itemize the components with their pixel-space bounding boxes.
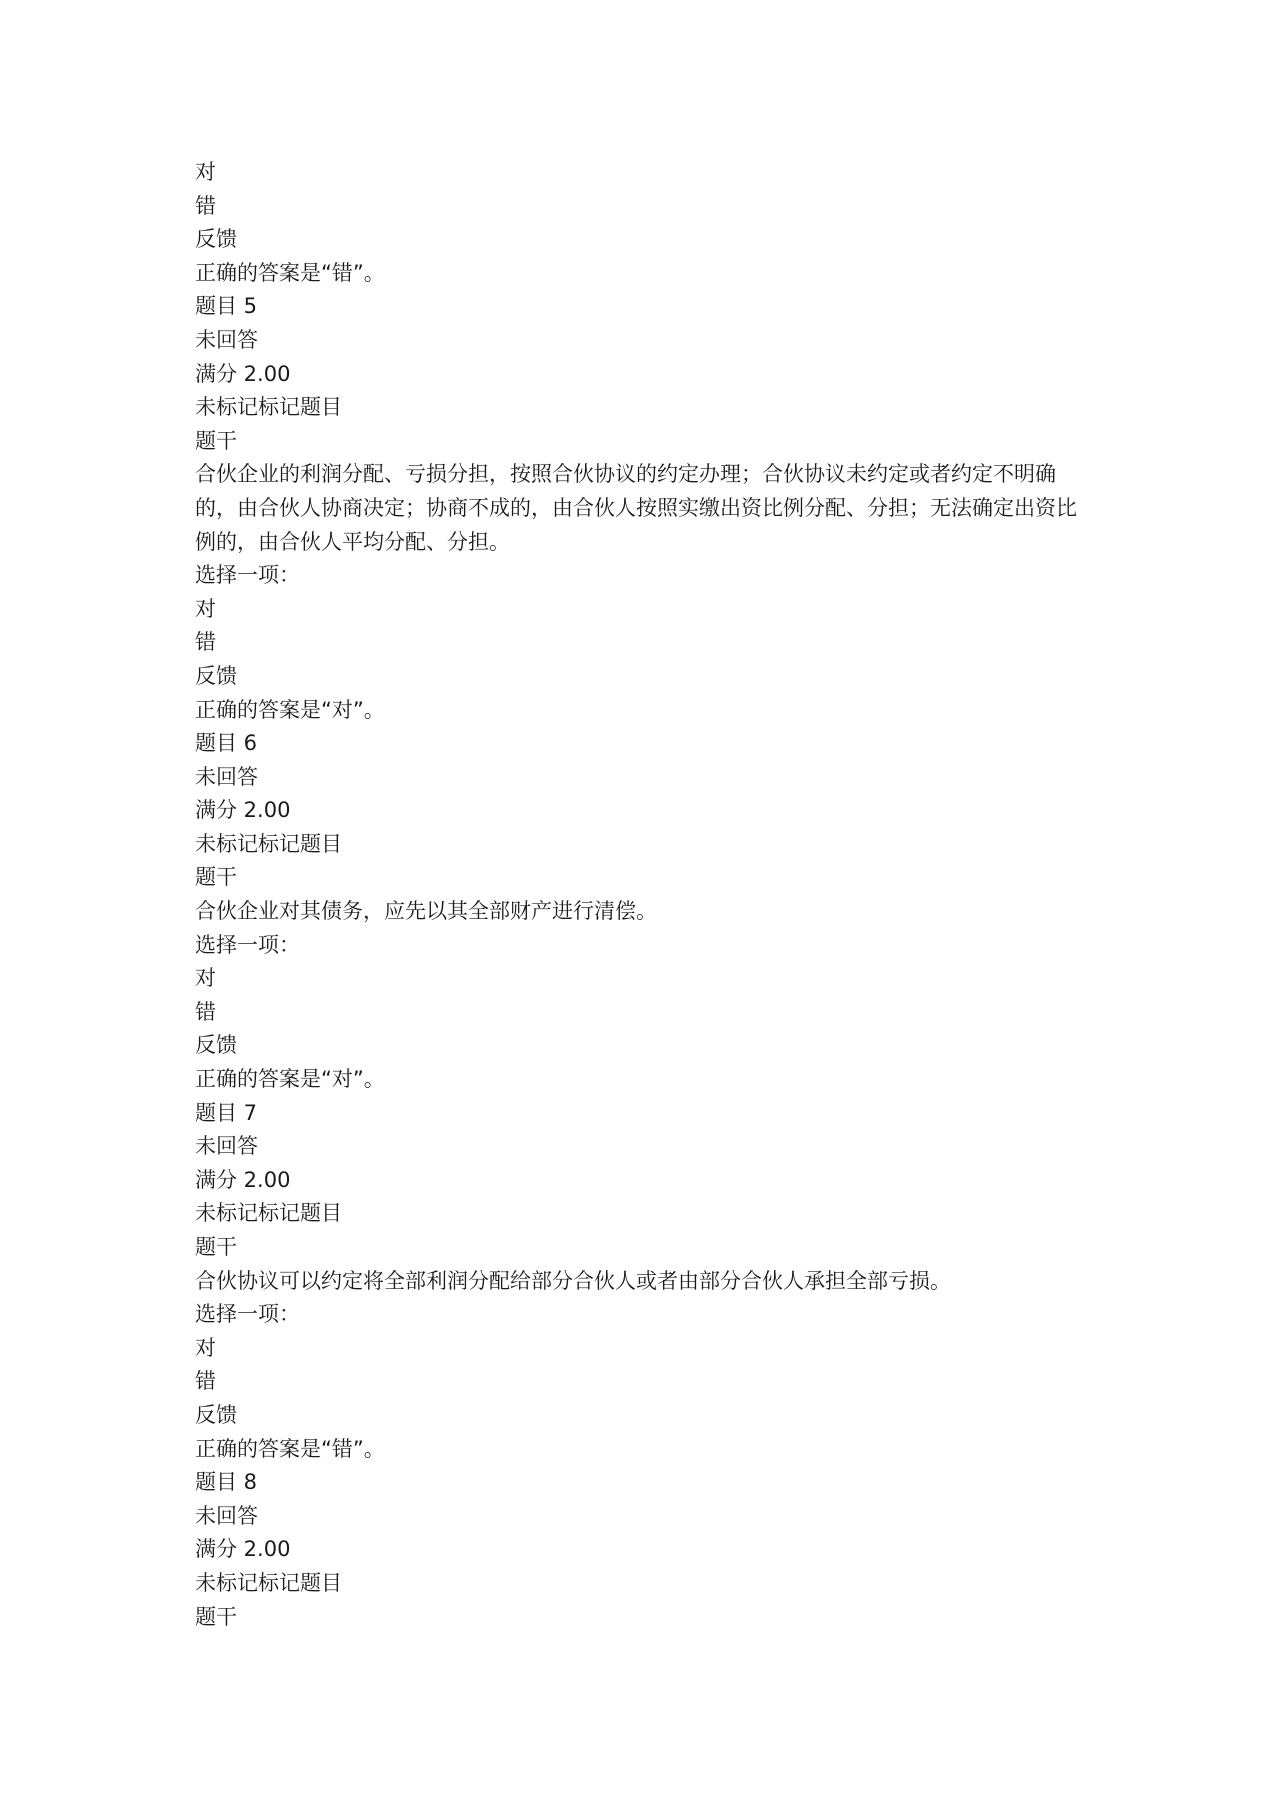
question-status: 未回答 bbox=[195, 764, 258, 789]
correct-answer-text: 正确的答案是“对”。 bbox=[195, 1067, 385, 1092]
question-stem-text: 合伙企业的利润分配、亏损分担，按照合伙协议的约定办理；合伙协议未约定或者约定不明确的，由合伙人协商决定；协商不成的，由合伙人按照实缴出资比例分配、分担；无法确定出资比例的，由合伙人平均分配、分担。 bbox=[195, 462, 1077, 554]
feedback-label: 反馈 bbox=[195, 1033, 237, 1058]
question-score: 满分 2.00 bbox=[195, 798, 291, 823]
question-number: 题目 7 bbox=[195, 1100, 258, 1125]
question-stem-text: 合伙企业对其债务，应先以其全部财产进行清偿。 bbox=[195, 899, 657, 924]
question-flag: 未标记标记题目 bbox=[195, 1570, 342, 1595]
question-number: 题目 6 bbox=[195, 731, 258, 756]
question-score: 满分 2.00 bbox=[195, 361, 291, 386]
question-flag: 未标记标记题目 bbox=[195, 831, 342, 856]
question-score: 满分 2.00 bbox=[195, 1537, 291, 1562]
option-false: 错 bbox=[195, 999, 216, 1024]
question-flag: 未标记标记题目 bbox=[195, 395, 342, 420]
option-true: 对 bbox=[195, 160, 216, 184]
question-score: 满分 2.00 bbox=[195, 1167, 291, 1192]
correct-answer-text: 正确的答案是“对”。 bbox=[195, 697, 385, 722]
option-false: 错 bbox=[195, 193, 216, 218]
correct-answer-text: 正确的答案是“错”。 bbox=[195, 1436, 385, 1461]
option-false: 错 bbox=[195, 630, 216, 655]
option-false: 错 bbox=[195, 1369, 216, 1394]
choose-one-label: 选择一项： bbox=[195, 932, 300, 957]
feedback-label: 反馈 bbox=[195, 663, 237, 688]
question-stem-label: 题干 bbox=[195, 1604, 237, 1629]
question-status: 未回答 bbox=[195, 1503, 258, 1528]
question-stem-text: 合伙协议可以约定将全部利润分配给部分合伙人或者由部分合伙人承担全部亏损。 bbox=[195, 1268, 951, 1293]
feedback-label: 反馈 bbox=[195, 227, 237, 252]
feedback-label: 反馈 bbox=[195, 1402, 237, 1427]
question-status: 未回答 bbox=[195, 327, 258, 352]
option-true: 对 bbox=[195, 1335, 216, 1360]
question-number: 题目 8 bbox=[195, 1470, 258, 1495]
choose-one-label: 选择一项： bbox=[195, 1302, 300, 1327]
question-number: 题目 5 bbox=[195, 294, 258, 319]
correct-answer-text: 正确的答案是“错”。 bbox=[195, 260, 385, 285]
question-stem-label: 题干 bbox=[195, 1235, 237, 1259]
option-true: 对 bbox=[195, 966, 216, 991]
choose-one-label: 选择一项： bbox=[195, 563, 300, 588]
question-stem-label: 题干 bbox=[195, 865, 237, 890]
question-stem-label: 题干 bbox=[195, 428, 237, 453]
question-status: 未回答 bbox=[195, 1134, 258, 1159]
document-content bbox=[195, 156, 1095, 1634]
question-flag: 未标记标记题目 bbox=[195, 1201, 342, 1226]
option-true: 对 bbox=[195, 596, 216, 621]
